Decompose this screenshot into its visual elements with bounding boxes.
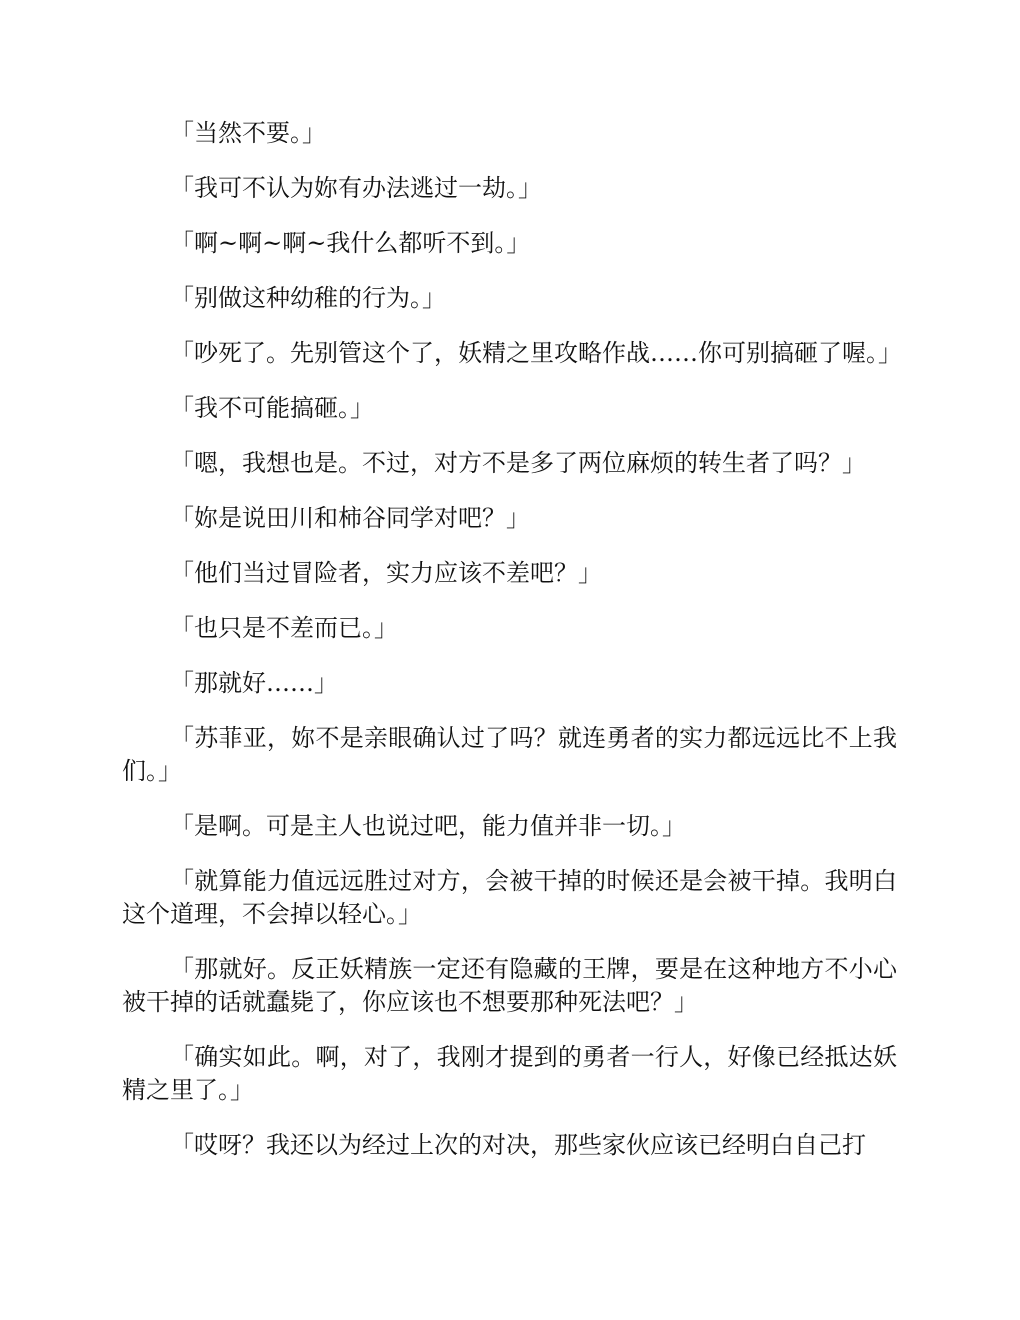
paragraph: 「吵死了。先别管这个了，妖精之里攻略作战……你可别搞砸了喔。」 bbox=[170, 339, 902, 367]
paragraph: 「确实如此。啊，对了，我刚才提到的勇者一行人，好像已经抵达妖精之里了。」 bbox=[122, 1043, 897, 1104]
paragraph: 「就算能力值远远胜过对方，会被干掉的时候还是会被干掉。我明白这个道理，不会掉以轻心。」 bbox=[122, 867, 897, 928]
paragraph: 「那就好……」 bbox=[170, 669, 338, 697]
paragraph: 「也只是不差而已。」 bbox=[170, 614, 398, 642]
paragraph: 「当然不要。」 bbox=[170, 119, 326, 147]
paragraph: 「他们当过冒险者，实力应该不差吧？」 bbox=[170, 559, 602, 587]
dialogue-text-body bbox=[122, 117, 902, 1184]
paragraph: 「哎呀？我还以为经过上次的对决，那些家伙应该已经明白自己打 bbox=[170, 1131, 866, 1159]
paragraph: 「啊~啊~啊~我什么都听不到。」 bbox=[170, 229, 531, 257]
paragraph: 「妳是说田川和柿谷同学对吧？」 bbox=[170, 504, 530, 532]
paragraph: 「我可不认为妳有办法逃过一劫。」 bbox=[170, 174, 542, 202]
paragraph: 「别做这种幼稚的行为。」 bbox=[170, 284, 446, 312]
paragraph: 「苏菲亚，妳不是亲眼确认过了吗？就连勇者的实力都远远比不上我们。」 bbox=[122, 724, 897, 785]
paragraph: 「我不可能搞砸。」 bbox=[170, 394, 374, 422]
paragraph: 「那就好。反正妖精族一定还有隐藏的王牌，要是在这种地方不小心被干掉的话就蠢毙了，你应该也不想要那种死法吧？」 bbox=[122, 955, 897, 1016]
paragraph: 「嗯，我想也是。不过，对方不是多了两位麻烦的转生者了吗？」 bbox=[170, 449, 866, 477]
paragraph: 「是啊。可是主人也说过吧，能力值并非一切。」 bbox=[170, 812, 686, 840]
